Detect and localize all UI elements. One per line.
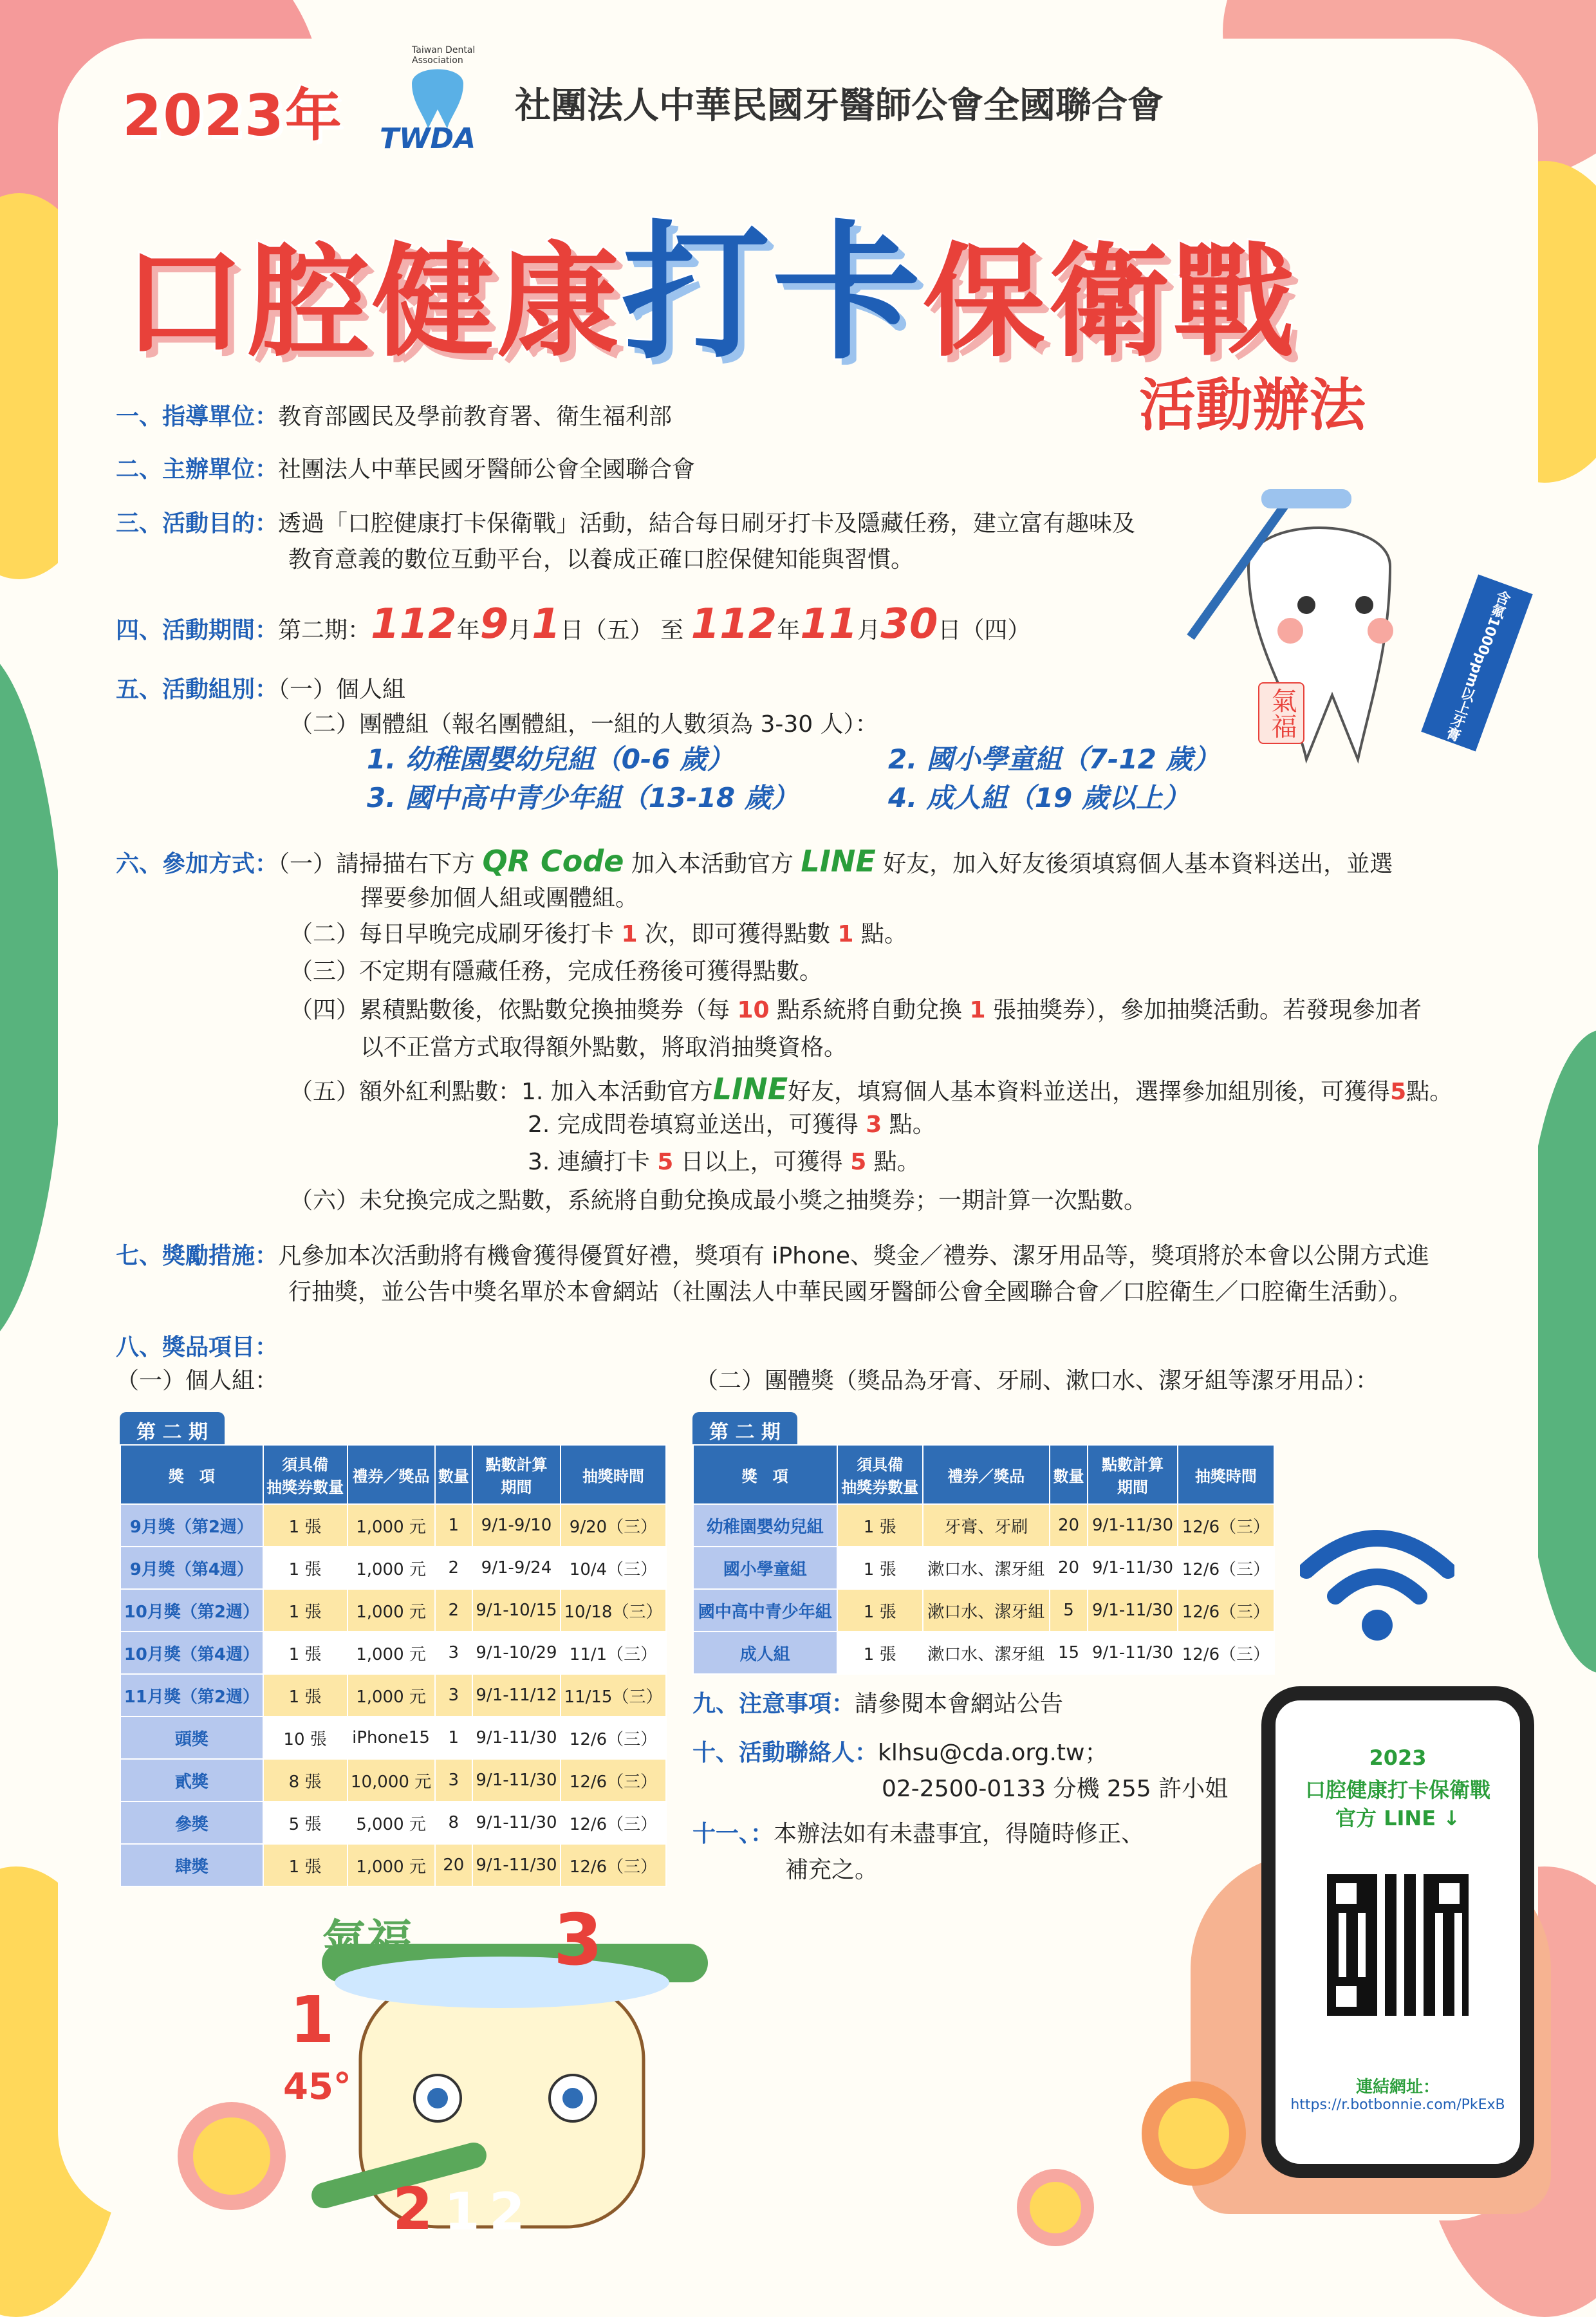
contact-phone: 02-2500-0133 分機 255 許小姐 [882,1776,1229,1802]
table2-header-5: 抽獎時間 [1178,1445,1274,1504]
table1-cell: 10/4（三） [561,1547,666,1589]
bg-blob-left-green [0,644,64,1352]
table-row [120,1717,666,1759]
section-11-text1: 本辦法如有未盡事宜，得隨時修正、 [774,1821,1145,1847]
table1-cell: 8 張 [263,1759,348,1801]
table-row [693,1547,1274,1589]
flower-mid2 [1030,2182,1081,2233]
table2-header-4: 點數計算 期間 [1088,1445,1178,1504]
table1-cell: 12/6（三） [561,1759,666,1801]
table2-cell: 9/1-11/30 [1088,1504,1178,1547]
tooth-mascot-illustration [1178,489,1538,824]
table-row [693,1632,1274,1674]
table1-cell: 5,000 元 [348,1801,435,1844]
table2-cell: 牙膏、牙刷 [923,1504,1050,1547]
s6-5a: （五）額外紅利點數：1. 加入本活動官方 [290,1079,713,1105]
illu-num-b2: 2 [489,2182,525,2242]
section-6 [116,843,1393,882]
s6-5-2 [528,1107,936,1143]
s6-2n1: 1 [621,921,638,947]
section-1-text: 教育部國民及學前教育署、衛生福利部 [278,404,673,430]
unit-day-to: 日（五） 至 [560,617,691,644]
table2-cell: 漱口水、潔牙組 [923,1589,1050,1632]
table-row [120,1801,666,1844]
table2-cell: 1 張 [837,1504,923,1547]
table1-tag: 第 二 期 [120,1412,225,1448]
table1-cell: 10,000 元 [348,1759,435,1801]
table1-cell: 9月獎（第2週） [120,1504,263,1547]
table1-cell: 肆獎 [120,1844,263,1886]
table1-cell: 10/18（三） [561,1589,666,1632]
s6-2n2: 1 [837,921,854,947]
table1-header-1: 須具備 抽獎券數量 [263,1445,348,1504]
organizer-header: 社團法人中華民國牙醫師公會全國聯合會 [515,85,1164,127]
table1-cell: 9/1-11/30 [472,1844,561,1886]
s6-3: （三）不定期有隱藏任務，完成任務後可獲得點數。 [290,958,823,985]
table1-cell: iPhone15 [348,1717,435,1759]
table1-cell: 1 [435,1504,472,1547]
table1-cell: 貳獎 [120,1759,263,1801]
table2-cell: 12/6（三） [1178,1504,1274,1547]
subtitle: 活動辦法 [1139,372,1366,438]
table-row [120,1632,666,1674]
section-11-text2: 補充之。 [785,1857,878,1883]
table2-cell: 國中高中青少年組 [693,1589,837,1632]
section-2-text: 社團法人中華民國牙醫師公會全國聯合會 [278,456,696,483]
unit-year: 年 [456,617,480,644]
s6-5h: 點。 [866,1149,920,1175]
table-row [120,1759,666,1801]
table1-cell: 9月獎（第4週） [120,1547,263,1589]
section-9 [692,1686,1063,1722]
s6-6: （六）未兌換完成之點數，系統將自動兌換成最小獎之抽獎券；一期計算一次點數。 [290,1187,1147,1214]
period-prefix: 第二期： [278,617,371,644]
s6-5-3 [528,1144,920,1180]
phone-line3: 官方 LINE ↓ [1335,1806,1461,1830]
table2-cell: 1 張 [837,1632,923,1674]
section-5-label: 五、活動組別： [116,676,279,703]
s6-2c: 點。 [853,921,907,947]
table1-cell: 20 [435,1844,472,1886]
s6-5n3: 5 [657,1149,674,1175]
table1-cell: 12/6（三） [561,1717,666,1759]
table1-cell: 12/6（三） [561,1844,666,1886]
table1-cell: 9/1-9/24 [472,1547,561,1589]
section-8-sub1: （一）個人組： [116,1368,279,1394]
section-7-line2: 行抽獎，並公告中獎名單於本會網站（社團法人中華民國牙醫師公會全國聯合會／口腔衛生／口腔衛生活動）。 [288,1279,1413,1305]
section-3-line2: 教育意義的數位互動平台，以養成正確口腔保健知能與習慣。 [288,546,914,573]
table2-cell: 1 張 [837,1547,923,1589]
s6-2b: 次，即可獲得點數 [637,921,838,947]
table-row [120,1589,666,1632]
table-row [120,1844,666,1886]
table1-header-5: 抽獎時間 [561,1445,666,1504]
table2-header-3: 數量 [1050,1445,1088,1504]
logo-text: TWDA [380,122,476,155]
table2-cell: 國小學童組 [693,1547,837,1589]
s6-4a: （四）累積點數後，依點數兌換抽獎券（每 [290,997,738,1023]
s6-5n1: 5 [1390,1079,1407,1105]
table1-cell: 9/1-10/29 [472,1632,561,1674]
table1-header-3: 數量 [435,1445,472,1504]
table1-cell: 1,000 元 [348,1547,435,1589]
s6-1d: 擇要參加個人組或團體組。 [360,885,639,911]
unit-month-2: 月 [857,617,881,644]
section-3-label: 三、活動目的： [116,510,279,537]
table1-cell: 2 [435,1547,472,1589]
s6-5n4: 5 [850,1149,867,1175]
table1-cell: 1,000 元 [348,1504,435,1547]
table1-cell: 11/1（三） [561,1632,666,1674]
table1-cell: 頭獎 [120,1717,263,1759]
section-3-line1: 透過「口腔健康打卡保衛戰」活動，結合每日刷牙打卡及隱藏任務，建立富有趣味及 [278,510,1136,537]
start-month: 9 [479,600,509,648]
table1-cell: 9/1-9/10 [472,1504,561,1547]
group-individual: （一）個人組 [278,676,406,703]
section-5 [116,672,405,708]
s6-2a: （二）每日早晚完成刷牙後打卡 [290,921,622,947]
illu-num1: 1 [290,1982,335,2058]
end-month: 11 [800,600,858,648]
section-10-label: 十、活動聯絡人： [692,1740,878,1766]
table2-header-1: 須具備 抽獎券數量 [837,1445,923,1504]
s6-2 [290,917,907,953]
s6-5d: 2. 完成問卷填寫並送出，可獲得 [528,1112,866,1138]
illu-num2: 2 [393,2175,433,2243]
table1-cell: 10月獎（第4週） [120,1632,263,1674]
table1-cell: 2 [435,1589,472,1632]
table1-cell: 1,000 元 [348,1674,435,1717]
table1-cell: 10月獎（第2週） [120,1589,263,1632]
s6-1b: 加入本活動官方 [624,851,801,877]
phone-line1: 2023 [1369,1745,1427,1770]
illu-num45: 45° [283,2066,351,2108]
s6-4d: 以不正當方式取得額外點數，將取消抽獎資格。 [360,1034,848,1061]
blessing-tag: 氣福 [1258,682,1304,744]
table1-cell: 1 張 [263,1504,348,1547]
section-7-line1: 凡參加本次活動將有機會獲得優質好禮，獎項有 iPhone、獎金／禮券、潔牙用品等，獎項將於本會以公開方式進 [278,1243,1429,1269]
table1-cell: 12/6（三） [561,1801,666,1844]
phone-illustration [1261,1686,1534,2178]
section-3 [116,506,1135,542]
section-7 [116,1238,1429,1274]
table1-cell: 9/20（三） [561,1504,666,1547]
table-row [120,1547,666,1589]
table1-cell: 9/1-11/30 [472,1759,561,1801]
illu-num3: 3 [553,1899,603,1981]
table1-cell: 3 [435,1759,472,1801]
table2-header-2: 禮券／獎品 [923,1445,1050,1504]
unit-year-2: 年 [777,617,801,644]
end-year: 112 [691,600,777,648]
table1-cell: 1,000 元 [348,1844,435,1886]
s6-5f: 3. 連續打卡 [528,1149,658,1175]
unit-month: 月 [508,617,532,644]
table2-cell: 成人組 [693,1632,837,1674]
s6-5 [290,1071,1452,1110]
group-3: 3. 國中高中青少年組（13-18 歲） [367,782,799,814]
table1-cell: 1 張 [263,1589,348,1632]
start-year: 112 [371,600,457,648]
s6-4n1: 10 [737,997,770,1023]
contact-email: klhsu@cda.org.tw； [878,1740,1108,1766]
section-9-label: 九、注意事項： [692,1691,855,1717]
group-4: 4. 成人組（19 歲以上） [888,782,1190,814]
s6-5c: 點。 [1406,1079,1453,1105]
section-10 [692,1735,1108,1771]
link-label: 連結網址： [1355,2078,1440,2097]
section-11 [692,1816,1144,1852]
end-day: 30 [880,600,938,648]
s6-4c: 張抽獎券），參加抽獎活動。若發現參加者 [985,997,1422,1023]
table1-header-4: 點數計算 期間 [472,1445,561,1504]
section-11-label: 十一、： [692,1821,774,1847]
title-part1: 口腔健康 [122,231,622,373]
year-badge: 2023年 [122,82,343,149]
s6-4 [290,992,1422,1028]
table1-header-2: 禮券／獎品 [348,1445,435,1504]
table2-cell: 漱口水、潔牙組 [923,1632,1050,1674]
s6-5n2: 3 [866,1112,882,1138]
table1-cell: 9/1-11/12 [472,1674,561,1717]
group-2: 2. 國小學童組（7-12 歲） [888,743,1220,775]
title-part2: 打卡 [622,208,923,380]
table1-cell: 10 張 [263,1717,348,1759]
table1-cell: 8 [435,1801,472,1844]
flower-left [193,2117,270,2195]
line-text: LINE [801,844,876,879]
section-7-label: 七、獎勵措施： [116,1243,279,1269]
table1-cell: 1 張 [263,1844,348,1886]
table1-cell: 11/15（三） [561,1674,666,1717]
main-title [122,174,1297,387]
team-prize-table [692,1444,1275,1675]
s6-1c: 好友，加入好友後須填寫個人基本資料送出，並選 [875,851,1393,877]
table-row [693,1504,1274,1547]
bottom-tooth-illustration [283,1899,734,2243]
s6-4b: 點系統將自動兌換 [769,997,970,1023]
table1-cell: 9/1-11/30 [472,1717,561,1759]
table-row [120,1674,666,1717]
toothpaste-label: 含氟1000ppm以上牙膏 [1442,588,1512,743]
table1-cell: 1 張 [263,1632,348,1674]
table2-cell: 20 [1050,1504,1088,1547]
section-2-label: 二、主辦單位： [116,456,279,483]
section-1-label: 一、指導單位： [116,404,279,430]
s6-4n2: 1 [969,997,986,1023]
table2-tag: 第 二 期 [692,1412,797,1448]
table2-cell: 12/6（三） [1178,1547,1274,1589]
logo-arc-text: Taiwan Dental Association [412,45,476,66]
table2-cell: 15 [1050,1632,1088,1674]
table-row [693,1589,1274,1632]
section-8-label [116,1330,278,1366]
s6-5line: LINE [712,1072,788,1106]
s6-5g: 日以上，可獲得 [673,1149,851,1175]
unit-day-2: 日（四） [938,617,1031,644]
title-part3: 保衛戰 [923,231,1298,373]
section-2 [116,452,695,488]
table2-cell: 9/1-11/30 [1088,1547,1178,1589]
table2-cell: 漱口水、潔牙組 [923,1547,1050,1589]
section-8-sub2: （二）團體獎（獎品為牙膏、牙刷、漱口水、潔牙組等潔牙用品）： [695,1368,1379,1394]
table1-cell: 3 [435,1674,472,1717]
table1-cell: 1,000 元 [348,1589,435,1632]
individual-prize-table [120,1444,667,1887]
table2-cell: 幼稚園嬰幼兒組 [693,1504,837,1547]
start-day: 1 [532,600,561,648]
section-4-label: 四、活動期間： [116,617,279,644]
illu-blessing: 氣福 [322,1915,412,1968]
table1-cell: 1,000 元 [348,1632,435,1674]
s6-5b: 好友，填寫個人基本資料並送出，選擇參加組別後，可獲得 [788,1079,1391,1105]
table-row [120,1504,666,1547]
table1-cell: 9/1-10/15 [472,1589,561,1632]
qr-code-text: QR Code [482,844,624,879]
wifi-icon [1300,1519,1454,1648]
flower-middle [1158,2098,1229,2169]
s6-5e: 點。 [882,1112,936,1138]
section-4 [116,599,1030,656]
table1-cell: 參獎 [120,1801,263,1844]
section-8-title: 八、獎品項目： [116,1334,279,1361]
table2-header-0: 獎 項 [693,1445,837,1504]
table1-cell: 11月獎（第2週） [120,1674,263,1717]
table1-cell: 5 張 [263,1801,348,1844]
group-team: （二）團體組（報名團體組，一組的人數須為 3-30 人）： [290,711,878,738]
table1-cell: 1 張 [263,1674,348,1717]
table1-cell: 1 張 [263,1547,348,1589]
table2-cell: 5 [1050,1589,1088,1632]
group-1: 1. 幼稚園嬰幼兒組（0-6 歲） [367,743,734,775]
section-6-label: 六、參加方式： [116,851,279,877]
table1-cell: 9/1-11/30 [472,1801,561,1844]
table2-cell: 20 [1050,1547,1088,1589]
section-9-text: 請參閱本會網站公告 [855,1691,1064,1717]
table1-cell: 3 [435,1632,472,1674]
line-qr-code[interactable] [1327,1874,1469,2016]
table2-cell: 12/6（三） [1178,1632,1274,1674]
table2-cell: 9/1-11/30 [1088,1589,1178,1632]
table1-cell: 1 [435,1717,472,1759]
table2-cell: 1 張 [837,1589,923,1632]
illu-num-b1: 1 [444,2182,480,2242]
twda-logo [373,45,502,154]
table1-header-0: 獎 項 [120,1445,263,1504]
table2-cell: 12/6（三） [1178,1589,1274,1632]
link-url[interactable]: https://r.botbonnie.com/PkExB [1290,2097,1505,2113]
table2-cell: 9/1-11/30 [1088,1632,1178,1674]
phone-line2: 口腔健康打卡保衛戰 [1304,1778,1490,1802]
section-1 [116,399,672,435]
s6-1a: （一）請掃描右下方 [278,851,483,877]
